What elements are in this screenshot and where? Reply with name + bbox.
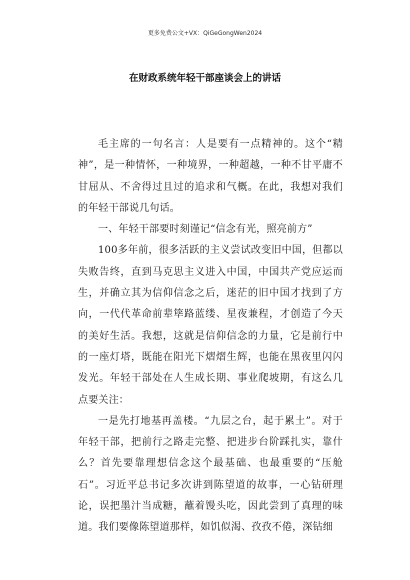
paragraph-history: 100多年前，很多活跃的主义尝试改变旧中国，但都以失败告终，直到马克思主义进入中国，中国共产党应运而生，并确立其为信仰信念之后，迷茫的旧中国才找到了方向，一代代革命前辈筚路蓝缕、星夜兼程，才创造了今天的美好生活。我想，这就是信仰信念的力量，它是前行中的一座灯塔，既能在阳光下熠熠生辉，也能在黑夜里闪闪发光。年轻干部处在人生成长期、事业爬坡期，有这么几点要关注： <box>78 245 343 406</box>
paragraph-intro: 毛主席的一句名言：人是要有一点精神的。这个“精神”，是一种情怀，一种境界，一种超越，一种不甘平庸不甘屈从、不舍得过且过的追求和气概。在此，我想对我们的年轻干部说几句话。 <box>78 139 343 214</box>
document-title: 在财政系统年轻干部座谈会上的讲话 <box>128 73 281 84</box>
header-watermark: 更多免费公文+VX：QiGeGongWen2024 <box>147 30 263 37</box>
document-body <box>78 134 343 539</box>
paragraph-point-1: 一是先打地基再盖楼。“九层之台，起于累土”。对于年轻干部，把前行之路走完整、把进步台阶踩扎实，靠什么？首先要靠理想信念这个最基础、也最重要的“压舱石”。习近平总书记多次讲到陈望道的故事，一心钻研理论，误把墨汁当成糖，蘸着馒头吃，因此尝到了真理的味道。我们要像陈望道那样，如饥似渴、孜孜不倦，深钻细 <box>78 415 343 534</box>
section-heading-1: 一、年轻干部要时刻谨记“信念有光，照亮前方” <box>98 224 313 236</box>
